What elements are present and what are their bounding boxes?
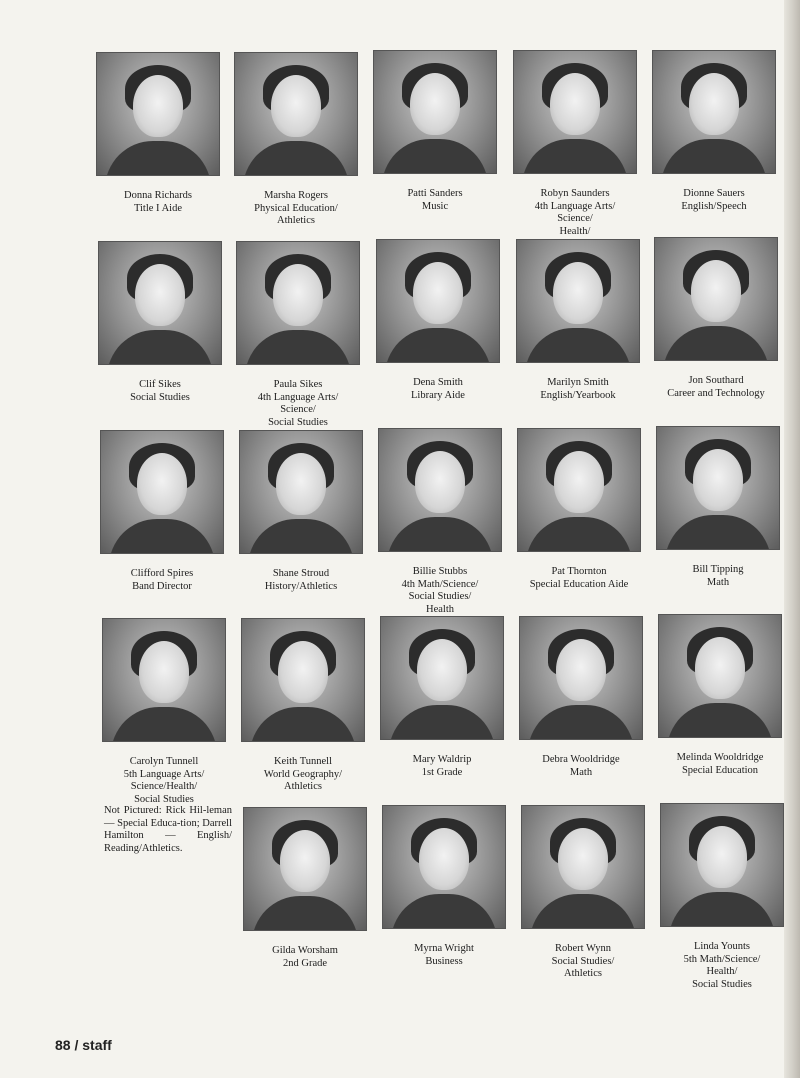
staff-name: Shane Stroud	[272, 568, 330, 579]
portrait-body	[385, 328, 491, 363]
portrait-body	[243, 141, 349, 176]
staff-role-line: 5th Language Arts/	[123, 768, 205, 780]
staff-name: Debra Wooldridge	[542, 754, 620, 765]
staff-role-line: Special Education	[681, 764, 759, 776]
page-edge	[784, 0, 800, 1078]
staff-member	[382, 805, 506, 968]
staff-caption	[660, 941, 784, 991]
portrait-photo	[243, 807, 367, 931]
staff-role-line: Social Studies/	[551, 955, 615, 967]
staff-caption	[98, 379, 222, 404]
staff-name: Paula Sikes	[273, 379, 323, 390]
portrait-photo	[517, 428, 641, 552]
staff-role-line: Health/	[706, 966, 738, 977]
portrait-head	[553, 262, 603, 324]
portrait-photo	[652, 50, 776, 174]
staff-name: Carolyn Tunnell	[129, 756, 199, 767]
staff-role-line: 4th Math/Science/	[401, 578, 479, 590]
staff-name: Jon Southard	[688, 375, 744, 386]
staff-caption	[519, 754, 643, 779]
portrait-body	[107, 330, 213, 365]
staff-role-line: Math	[569, 766, 593, 778]
staff-caption	[380, 754, 504, 779]
staff-role-line: Business	[425, 955, 463, 967]
portrait-body	[663, 326, 769, 361]
staff-name: Patti Sanders	[407, 188, 463, 199]
portrait-head	[135, 264, 185, 326]
portrait-head	[410, 73, 460, 135]
portrait-photo	[236, 241, 360, 365]
portrait-photo	[373, 50, 497, 174]
staff-role-line: Health	[426, 603, 454, 615]
staff-caption	[100, 568, 224, 593]
portrait-head	[689, 73, 739, 135]
staff-member	[96, 52, 220, 215]
staff-name: Clifford Spires	[130, 568, 194, 579]
staff-role-line: Music	[421, 200, 449, 212]
staff-role-line: Social Studies	[130, 391, 190, 403]
staff-role-line: 1st Grade	[421, 766, 463, 778]
staff-role-line: Social Studies	[692, 978, 752, 990]
staff-caption	[96, 190, 220, 215]
staff-caption	[652, 188, 776, 213]
page-folio: 88 / staff	[55, 1037, 112, 1053]
staff-name: Mary Waldrip	[412, 754, 472, 765]
portrait-head	[139, 641, 189, 703]
staff-caption	[521, 943, 645, 981]
portrait-head	[695, 637, 745, 699]
portrait-body	[391, 894, 497, 929]
staff-role-line: Library Aide	[411, 389, 465, 401]
portrait-body	[528, 705, 634, 740]
staff-name: Myrna Wright	[414, 943, 474, 954]
staff-role-line: Science/Health/	[130, 781, 198, 792]
staff-role-line: Science/	[280, 404, 316, 415]
staff-role-line: Physical Education/	[254, 202, 338, 214]
staff-name: Melinda Wooldridge	[676, 752, 764, 763]
staff-role-line: Social Studies	[268, 416, 328, 428]
portrait-photo	[376, 239, 500, 363]
portrait-head	[415, 451, 465, 513]
portrait-photo	[378, 428, 502, 552]
staff-name: Robyn Saunders	[540, 188, 610, 199]
portrait-body	[525, 328, 631, 363]
portrait-photo	[519, 616, 643, 740]
staff-caption	[378, 566, 502, 616]
staff-member	[239, 430, 363, 593]
portrait-photo	[102, 618, 226, 742]
portrait-body	[669, 892, 775, 927]
staff-name: Pat Thornton	[551, 566, 607, 577]
portrait-photo	[234, 52, 358, 176]
portrait-head	[280, 830, 330, 892]
staff-role-line: World Geography/	[263, 768, 343, 780]
staff-role-line: Band Director	[132, 580, 192, 592]
portrait-photo	[380, 616, 504, 740]
staff-role-line: Health/	[559, 225, 591, 237]
portrait-head	[693, 449, 743, 511]
staff-member	[241, 618, 365, 794]
portrait-body	[252, 896, 358, 931]
portrait-head	[413, 262, 463, 324]
staff-member	[380, 616, 504, 779]
staff-member	[234, 52, 358, 228]
staff-member	[658, 614, 782, 777]
staff-member	[236, 241, 360, 429]
staff-member	[513, 50, 637, 251]
portrait-photo	[660, 803, 784, 927]
staff-role-line: English/Speech	[681, 200, 747, 212]
staff-role-line: Math	[706, 576, 730, 588]
staff-member	[521, 805, 645, 981]
staff-role-line: Athletics	[277, 215, 315, 226]
staff-member	[516, 239, 640, 402]
staff-role-line: Social Studies	[134, 793, 194, 805]
staff-role-line: Special Education Aide	[529, 578, 629, 590]
portrait-body	[109, 519, 215, 554]
staff-role-line: Career and Technology	[667, 387, 765, 399]
staff-caption	[376, 377, 500, 402]
portrait-photo	[656, 426, 780, 550]
portrait-body	[382, 139, 488, 174]
portrait-head	[691, 260, 741, 322]
staff-member	[378, 428, 502, 616]
staff-member	[517, 428, 641, 591]
portrait-photo	[96, 52, 220, 176]
staff-member	[98, 241, 222, 404]
staff-role-line: English/Yearbook	[540, 389, 616, 401]
portrait-head	[271, 75, 321, 137]
portrait-body	[667, 703, 773, 738]
staff-caption	[656, 564, 780, 589]
portrait-body	[248, 519, 354, 554]
portrait-body	[526, 517, 632, 552]
staff-member	[373, 50, 497, 213]
staff-member	[102, 618, 226, 806]
staff-role-line: History/Athletics	[264, 580, 338, 592]
portrait-body	[250, 707, 356, 742]
portrait-body	[661, 139, 767, 174]
portrait-photo	[521, 805, 645, 929]
portrait-head	[419, 828, 469, 890]
staff-member	[656, 426, 780, 589]
staff-role-line: Athletics	[284, 781, 322, 792]
staff-name: Marsha Rogers	[264, 190, 328, 201]
portrait-photo	[241, 618, 365, 742]
staff-member	[660, 803, 784, 991]
staff-caption	[516, 377, 640, 402]
staff-name: Dionne Sauers	[683, 188, 745, 199]
portrait-body	[389, 705, 495, 740]
portrait-photo	[382, 805, 506, 929]
staff-caption	[243, 945, 367, 970]
staff-role-line: Science/	[557, 213, 593, 224]
staff-name: Dena Smith	[413, 377, 463, 388]
portrait-head	[697, 826, 747, 888]
staff-name: Clif Sikes	[139, 379, 181, 390]
staff-name: Billie Stubbs	[412, 566, 468, 577]
staff-caption	[658, 752, 782, 777]
staff-name: Robert Wynn	[554, 943, 612, 954]
portrait-photo	[654, 237, 778, 361]
staff-caption	[239, 568, 363, 593]
staff-name: Donna Richards	[124, 190, 192, 201]
staff-name: Keith Tunnell	[273, 756, 333, 767]
staff-role-line: Social Studies/	[408, 591, 472, 602]
staff-member	[654, 237, 778, 400]
staff-role-line: Title I Aide	[133, 202, 183, 214]
portrait-head	[276, 453, 326, 515]
staff-role-line: 2nd Grade	[282, 957, 328, 969]
portrait-head	[278, 641, 328, 703]
portrait-photo	[98, 241, 222, 365]
staff-caption	[236, 379, 360, 429]
staff-caption	[234, 190, 358, 228]
staff-caption	[654, 375, 778, 400]
not-pictured-note: Not Pictured: Rick Hil-leman — Special Educa-tion; Darrell Hamilton — English/ Reading/Athletics.	[104, 805, 232, 854]
staff-caption	[517, 566, 641, 591]
staff-member	[100, 430, 224, 593]
portrait-body	[111, 707, 217, 742]
staff-role-line: Athletics	[564, 968, 602, 979]
portrait-head	[554, 451, 604, 513]
portrait-head	[273, 264, 323, 326]
staff-caption	[382, 943, 506, 968]
portrait-photo	[239, 430, 363, 554]
portrait-body	[530, 894, 636, 929]
portrait-body	[665, 515, 771, 550]
portrait-photo	[516, 239, 640, 363]
staff-caption	[241, 756, 365, 794]
portrait-head	[556, 639, 606, 701]
portrait-photo	[100, 430, 224, 554]
portrait-head	[550, 73, 600, 135]
staff-name: Gilda Worsham	[272, 945, 338, 956]
staff-member	[243, 807, 367, 970]
portrait-photo	[658, 614, 782, 738]
staff-name: Bill Tipping	[692, 564, 744, 575]
staff-member	[652, 50, 776, 213]
staff-caption	[373, 188, 497, 213]
portrait-body	[105, 141, 211, 176]
portrait-head	[133, 75, 183, 137]
portrait-body	[522, 139, 628, 174]
portrait-body	[245, 330, 351, 365]
staff-role-line: 5th Math/Science/	[683, 953, 761, 965]
portrait-head	[137, 453, 187, 515]
staff-member	[376, 239, 500, 402]
staff-name: Marilyn Smith	[547, 377, 609, 388]
portrait-head	[558, 828, 608, 890]
staff-caption	[102, 756, 226, 806]
staff-role-line: 4th Language Arts/	[257, 391, 339, 403]
portrait-photo	[513, 50, 637, 174]
portrait-head	[417, 639, 467, 701]
staff-role-line: 4th Language Arts/	[534, 200, 616, 212]
portrait-body	[387, 517, 493, 552]
staff-member	[519, 616, 643, 779]
staff-name: Linda Younts	[693, 941, 750, 952]
